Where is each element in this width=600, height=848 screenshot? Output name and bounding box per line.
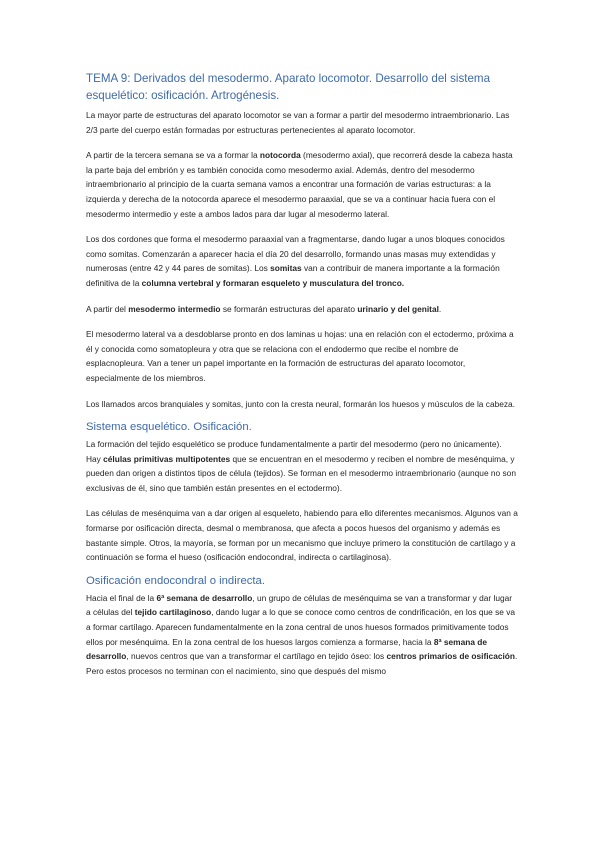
text-run: A partir de la tercera semana se va a formar la (86, 150, 260, 161)
text-run: , nuevos centros que van a transformar el cartílago en tejido óseo: los (126, 651, 387, 662)
text-run: , dando lugar a lo que se conoce como centros de condrificación, en los que se va a formar cartílago. Aparecen fundamentalmente en la zona central de unos huesos formados primitivamente todos ellos por mesénquima. En la zona central de los huesos largos comienza a formarse, hacia la (86, 607, 516, 647)
paragraph-osificacion (86, 591, 518, 679)
text-run: , un grupo de células de mesénquima se van a transformar y dar lugar a células del (86, 592, 513, 618)
bold-term-tejido-cartilaginoso: tejido cartilaginoso (134, 607, 212, 618)
paragraph-notocorda (86, 148, 518, 221)
text-run: (mesodermo axial), que recorrerá desde la cabeza hasta la parte baja del embrión y es también conocida como mesodermo axial. Además, dentro del mesodermo intraembrionario al principio de la cuarta semana vamos a encontrar una formación de varias estructuras: a la izquierda y derecha de la notocorda aparece el mesodermo paraaxial, que se va a continuar hacia fuera con el mesodermo intermedio y este a ambos lados para dar lugar al mesodermo lateral. (86, 150, 513, 219)
text-run: . (438, 303, 442, 314)
text-run: van a contribuir de manera importante a la formación definitiva de la (86, 263, 500, 288)
text-run: Los dos cordones que forma el mesodermo paraaxial van a fragmentarse, dando lugar a unos bloques conocidos como somitas. Comenzarán a aparecer hacia el día 20 del desarrollo, formando unas masas muy extendidas y numerosas (entre 42 y 44 pares de somitas). Los (86, 234, 505, 274)
text-run: . Pero estos procesos no terminan con el nacimiento, sino que después del mismo (86, 651, 518, 676)
paragraph-tejido-esqueletico (86, 437, 518, 495)
text-run: A partir del (86, 303, 129, 314)
heading-osificacion-endocondral: Osificación endocondral o indirecta. (86, 574, 265, 587)
document-page (86, 70, 518, 689)
paragraph-intro: La mayor parte de estructuras del aparato locomotor se van a formar a partir del mesodermo intraembrionario. Las 2/3 parte del cuerpo están formadas por estructuras pertenecientes al aparato locomotor. (86, 110, 510, 135)
bold-term-notocorda: notocorda (259, 150, 301, 161)
bold-term-6-semana: 6ª semana de desarrollo (156, 592, 253, 603)
text-run: que se encuentran en el mesodermo y reciben el nombre de mesénquima, y pueden dan origen a distintos tipos de célula (tejidos). Se forman en el mesodermo intraembrionario (aunque no son exclusivas de él, sino que también están presentes en el ectodermo). (86, 453, 516, 493)
paragraph-mesenquima: Las células de mesénquima van a dar origen al esqueleto, habiendo para ello diferentes mecanismos. Algunos van a formarse por osificación directa, desmal o membranosa, que afecta a pocos huesos del organismo y además es bastante simple. Otros, la mayoría, se forman por un mecanismo que incluye primero la constitución de cartílago y a continuación se forma el hueso (osificación endocondral, indirecta o cartilaginosa). (86, 508, 518, 563)
bold-term-8-semana: 8ª semana de desarrollo (86, 636, 488, 662)
text-run: se formarán estructuras del aparato (220, 303, 358, 314)
bold-term-urinario: urinario y del genital (357, 303, 439, 314)
paragraph-mesodermo-intermedio (86, 302, 518, 317)
paragraph-somitas (86, 232, 518, 290)
bold-term-centros-primarios: centros primarios de osificación (386, 651, 515, 662)
bold-term-mesodermo-intermedio: mesodermo intermedio (128, 303, 221, 314)
heading-sistema-esqueletico: Sistema esquelético. Osificación. (86, 421, 252, 434)
text-run: La formación del tejido esquelético se produce fundamentalmente a partir del mesodermo (pero no únicamente). Hay (86, 439, 502, 464)
bold-term-celulas-multipotentes: células primitivas multipotentes (103, 453, 231, 464)
document-title: TEMA 9: Derivados del mesodermo. Aparato locomotor. Desarrollo del sistema esquelético: osificación. Artrogénesis. (86, 72, 491, 102)
paragraph-arcos-branquiales: Los llamados arcos branquiales y somitas, junto con la cresta neural, formarán los huesos y músculos de la cabeza. (86, 398, 515, 409)
bold-term-columna: columna vertebral y formaran esqueleto y musculatura del tronco. (141, 277, 405, 288)
text-run: Hacia el final de la (86, 592, 157, 603)
paragraph-mesodermo-lateral: El mesodermo lateral va a desdoblarse pronto en dos laminas u hojas: una en relación con el ectodermo, próxima a él y conocida como somatopleura y otra que se relaciona con el endodermo que recibe el nombre de esplacnopleura. Van a tener un papel importante en la formación de estructuras del aparato locomotor, especialmente de los miembros. (86, 329, 514, 383)
bold-term-somitas: somitas (270, 263, 302, 274)
